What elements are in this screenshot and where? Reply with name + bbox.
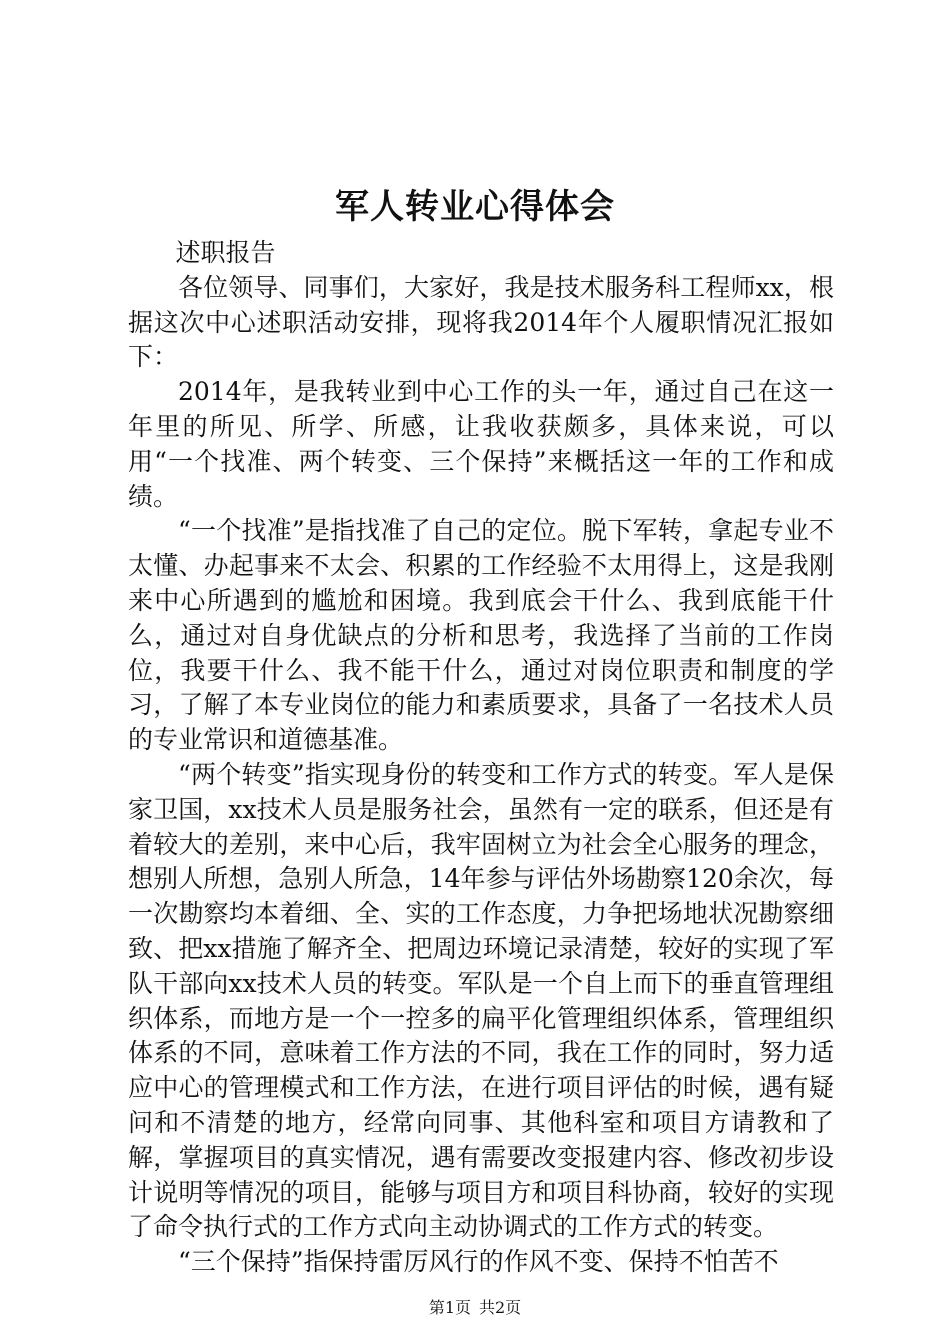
paragraph: 2014年，是我转业到中心工作的头一年，通过自己在这一年里的所见、所学、所感，让我收获颇多，具体来说，可以用“一个找准、两个转变、三个保持”来概括这一年的工作和成绩。 bbox=[128, 377, 834, 511]
document-body bbox=[128, 236, 834, 1280]
page-number: 第1页 bbox=[428, 1298, 471, 1317]
paragraph-heading: 述职报告 bbox=[175, 238, 276, 267]
page-total: 共2页 bbox=[479, 1298, 522, 1317]
paragraph: “两个转变”指实现身份的转变和工作方式的转变。军人是保家卫国，xx技术人员是服务社会，虽然有一定的联系，但还是有着较大的差别，来中心后，我牢固树立为社会全心服务的理念，想别人所想，急别人所急，14年参与评估外场勘察120余次，每一次勘察均本着细、全、实的工作态度，力争把场地状况勘察细致、把xx措施了解齐全、把周边环境记录清楚，较好的实现了军队干部向xx技术人员的转变。军队是一个自上而下的垂直管理组织体系，而地方是一个一控多的扁平化管理组织体系，管理组织体系的不同，意味着工作方法的不同，我在工作的同时，努力适应中心的管理模式和工作方法，在进行项目评估的时候，遇有疑问和不清楚的地方，经常向同事、其他科室和项目方请教和了解，掌握项目的真实情况，遇有需要改变报建内容、修改初步设计说明等情况的项目，能够与项目方和项目科协商，较好的实现了命令执行式的工作方式向主动协调式的工作方式的转变。 bbox=[128, 759, 834, 1242]
document-title: 军人转业心得体会 bbox=[335, 187, 615, 227]
page-footer bbox=[0, 1298, 950, 1318]
paragraph: 各位领导、同事们，大家好，我是技术服务科工程师xx，根据这次中心述职活动安排，现将我2014年个人履职情况汇报如下： bbox=[128, 272, 834, 372]
paragraph: “一个找准”是指找准了自己的定位。脱下军转，拿起专业不太懂、办起事来不太会、积累的工作经验不太用得上，这是我刚来中心所遇到的尴尬和困境。我到底会干什么、我到底能干什么，通过对自身优缺点的分析和思考，我选择了当前的工作岗位，我要干什么、我不能干什么，通过对岗位职责和制度的学习，了解了本专业岗位的能力和素质要求，具备了一名技术人员的专业常识和道德基准。 bbox=[128, 516, 834, 755]
paragraph: “三个保持”指保持雷厉风行的作风不变、保持不怕苦不 bbox=[178, 1247, 779, 1277]
